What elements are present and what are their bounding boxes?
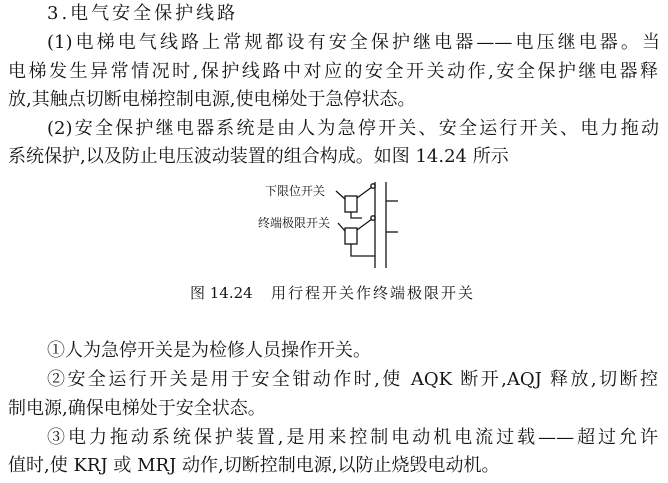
- upper-leader-line: [336, 191, 345, 199]
- list-item3-line1: ③电力拖动系统保护装置,是用来控制电动机电流过载——超过允许: [47, 427, 658, 448]
- figure-caption-title: 用行程开关作终端极限开关: [271, 284, 476, 302]
- limit-switch-figure: [250, 176, 410, 276]
- upper-switch-wire: [351, 212, 362, 218]
- lower-switch-wire: [351, 244, 375, 256]
- paragraph2-line2: 系统保护,以及防止电压波动装置的组合构成。如图 14.24 所示: [8, 146, 509, 167]
- section-heading: 3.电气安全保护线路: [47, 3, 239, 24]
- terminal-limit-switch-lever: [357, 219, 372, 230]
- list-item2-line1: ②安全运行开关是用于安全钳动作时,使 AQK 断开,AQJ 释放,切断控: [47, 369, 658, 390]
- terminal-limit-switch-body: [345, 228, 357, 244]
- paragraph1-line2: 电梯发生异常情况时,保护线路中对应的安全开关动作,安全保护继电器释: [8, 61, 658, 82]
- figure-caption-number: 图 14.24: [190, 284, 253, 302]
- list-item3-line2: 值时,使 KRJ 或 MRJ 动作,切断控制电源,以防止烧毁电动机。: [8, 455, 500, 476]
- list-item2-line2: 制电源,确保电梯处于安全状态。: [8, 398, 266, 419]
- lower-limit-switch-lever: [357, 187, 372, 198]
- lower-limit-switch-body: [345, 196, 357, 212]
- paragraph1-line3: 放,其触点切断电梯控制电源,使电梯处于急停状态。: [8, 89, 416, 110]
- label-lower-limit-switch: 下限位开关: [265, 184, 326, 198]
- lower-leader-line: [338, 223, 345, 231]
- paragraph1-line1: (1)电梯电气线路上常规都设有安全保护继电器——电压继电器。当: [47, 32, 660, 53]
- list-item1-line1: ①人为急停开关是为检修人员操作开关。: [47, 340, 371, 361]
- paragraph2-line1: (2)安全保护继电器系统是由人为急停开关、安全运行开关、电力拖动: [47, 118, 659, 139]
- label-terminal-limit-switch: 终端极限开关: [258, 216, 331, 230]
